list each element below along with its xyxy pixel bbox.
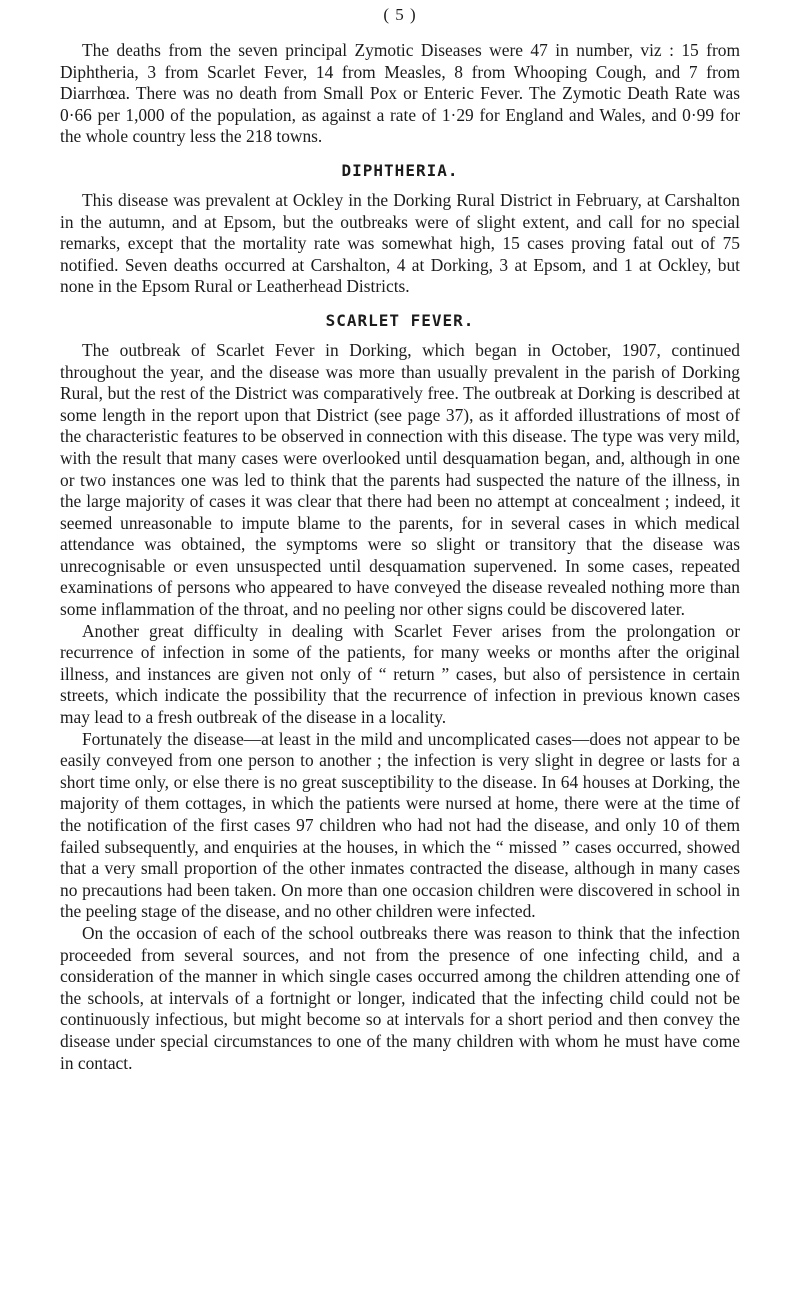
intro-paragraph: The deaths from the seven principal Zymotic Diseases were 47 in number, viz : 15 from Diphtheria, 3 from Scarlet Fever, 14 from Measles, 8 from Whooping Cough, and 7 from Diarrhœa. There was no death from Small Pox or Enteric Fever. The Zymotic Death Rate was 0·66 per 1,000 of the population, as against a rate of 1·29 for England and Wales, and 0·99 for the whole country less the 218 towns. [60,40,740,147]
scarlet-fever-paragraph-2: Another great difficulty in dealing with Scarlet Fever arises from the prolongation or recurrence of infection in some of the patients, for many weeks or months after the original illness, and instances are given not only of “ return ” cases, but also of persistence in certain streets, which indicate the possibility that the recurrence of infection in previous known cases may lead to a fresh outbreak of the disease in a locality. [60,620,740,728]
heading-scarlet-fever: SCARLET FEVER. [325,310,475,330]
scarlet-fever-paragraph-3: Fortunately the disease—at least in the mild and uncomplicated cases—does not appear to be easily conveyed from one person to another ; the infection is very slight in degree or lasts for a short time only, or else there is no great susceptibility to the disease. In 64 houses at Dorking, the majority of them cottages, in which the patients were nursed at home, there were at the time of the notification of the first cases 97 children who had not had the disease, and only 10 of them failed subsequently, and enquiries at the houses, in which the “ missed ” cases occurred, showed that a very small proportion of the other inmates contracted the disease, although in many cases no precautions had been taken. On more than one occasion children were discovered in school in the peeling stage of the disease, and no other children were infected. [60,728,740,922]
heading-diphtheria: DIPHTHERIA. [341,160,459,180]
document-page [60,4,740,1074]
page-number: ( 5 ) [383,5,417,24]
scarlet-fever-paragraph-1: The outbreak of Scarlet Fever in Dorking, which began in October, 1907, continued throughout the year, and the disease was more than usually prevalent in the parish of Dorking Rural, but the rest of the District was comparatively free. The outbreak at Dorking is described at some length in the report upon that District (see page 37), as it afforded illustrations of most of the characteristic features to be observed in connection with this disease. The type was very mild, with the result that many cases were overlooked until desquamation began, and, although in one or two instances one was led to think that the parents had suspected the nature of the illness, in the large majority of cases it was clear that there had been no attempt at concealment ; indeed, it seemed unreasonable to impute blame to the parents, for in several cases in which medical attendance was obtained, the symptoms were so slight or transitory that the disease was unrecognisable or even unsuspected until desquamation supervened. In some cases, repeated examinations of persons who appeared to have conveyed the disease revealed nothing more than some inflammation of the throat, and no peeling nor other signs could be discovered later. [60,339,740,620]
scarlet-fever-paragraph-4: On the occasion of each of the school outbreaks there was reason to think that the infection proceeded from several sources, and not from the presence of one infecting child, and a consideration of the manner in which single cases occurred among the children attending one of the schools, at intervals of a fortnight or longer, indicated that the infecting child could not be continuously infectious, but might become so at intervals for a short period and then convey the disease under special circumstances to one of the many children with whom he must have come in contact. [60,922,740,1073]
diphtheria-paragraph: This disease was prevalent at Ockley in the Dorking Rural District in February, at Carshalton in the autumn, and at Epsom, but the outbreaks were of slight extent, and call for no special remarks, except that the mortality rate was somewhat high, 15 cases proving fatal out of 75 notified. Seven deaths occurred at Carshalton, 4 at Dorking, 3 at Epsom, and 1 at Ockley, but none in the Epsom Rural or Leatherhead Districts. [60,189,740,297]
